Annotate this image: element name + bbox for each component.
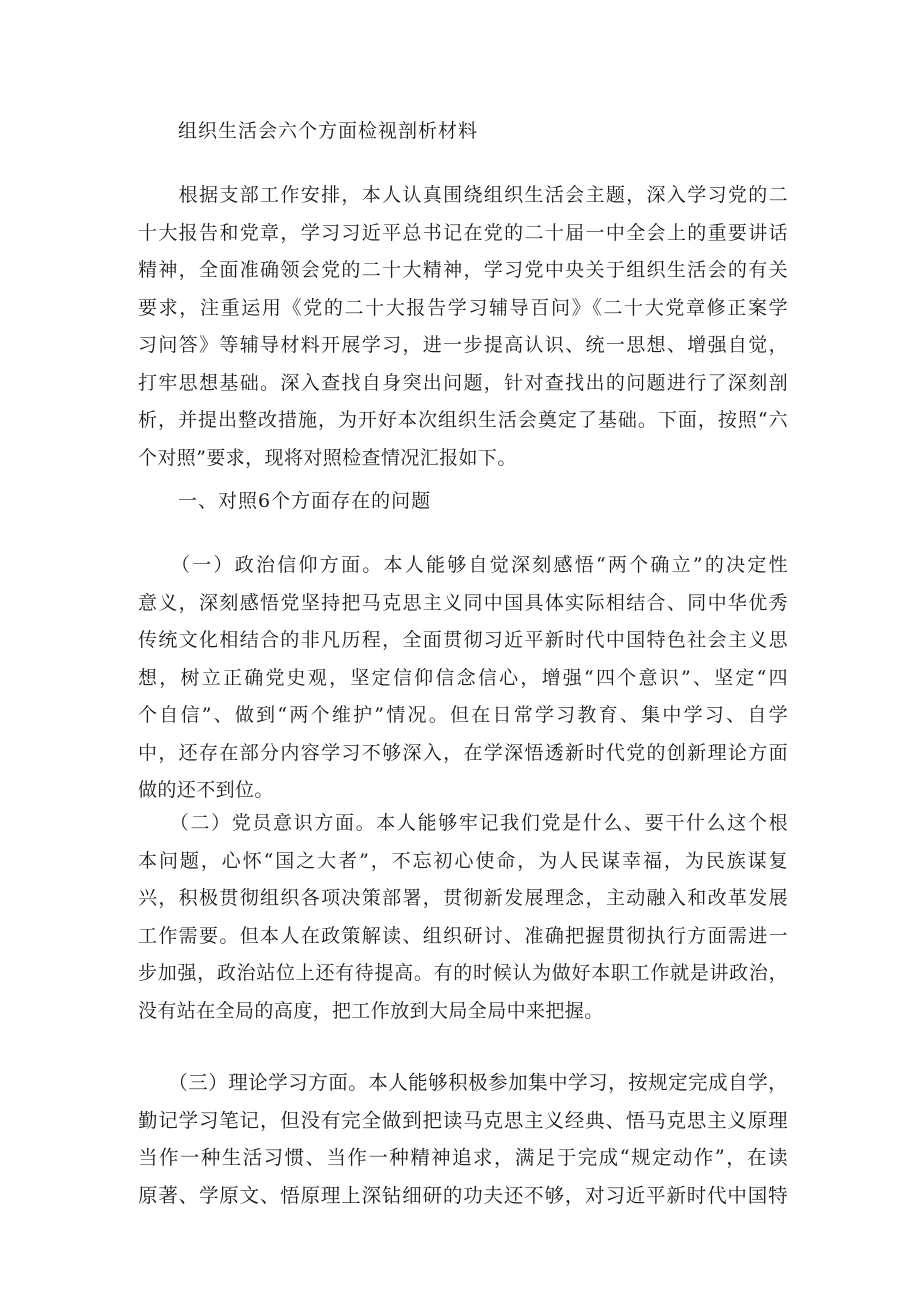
paragraph-line: 勤记学习笔记，但没有完全做到把读马克思主义经典、悟马克思主义原理 bbox=[138, 1108, 788, 1132]
paragraph-line: 析，并提出整改措施，为开好本次组织生活会奠定了基础。下面，按照“六 bbox=[138, 409, 788, 431]
paragraph-line: 根据支部工作安排，本人认真围绕组织生活会主题，深入学习党的二 bbox=[138, 184, 788, 206]
paragraph-line: 中，还存在部分内容学习不够深入，在学深悟透新时代党的创新理论方面 bbox=[138, 741, 788, 764]
paragraph-line: 本问题，心怀“国之大者”，不忘初心使命，为人民谋幸福，为民族谋复 bbox=[138, 849, 788, 872]
paragraph-line: 习问答》等辅导材料开展学习，进一步提高认识、统一思想、增强自觉， bbox=[138, 334, 788, 356]
paragraph-line: 原著、学原文、悟原理上深钻细研的功夫还不够，对习近平新时代中国特 bbox=[138, 1183, 788, 1207]
paragraph-line: 步加强，政治站位上还有待提高。有的时候认为做好本职工作就是讲政治， bbox=[138, 962, 788, 984]
paragraph-line: 要求，注重运用《党的二十大报告学习辅导百问》《二十大党章修正案学 bbox=[138, 296, 788, 319]
paragraph-line: （二）党员意识方面。本人能够牢记我们党是什么、要干什么这个根 bbox=[138, 812, 788, 834]
paragraph-line: 当作一种生活习惯、当作一种精神追求，满足于完成“规定动作”，在读 bbox=[138, 1146, 788, 1169]
paragraph-line: 打牢思想基础。深入查找自身突出问题，针对查找出的问题进行了深刻剖 bbox=[138, 371, 788, 394]
paragraph-line: （三）理论学习方面。本人能够积极参加集中学习，按规定完成自学， bbox=[138, 1071, 788, 1094]
paragraph-line: 十大报告和党章，学习习近平总书记在党的二十届一中全会上的重要讲话 bbox=[138, 221, 788, 244]
document-title: 组织生活会六个方面检视剖析材料 bbox=[178, 120, 479, 142]
paragraph-line: 兴，积极贯彻组织各项决策部署，贯彻新发展理念，主动融入和改革发展 bbox=[138, 887, 788, 909]
political-belief-paragraph bbox=[138, 547, 788, 810]
section-heading: 一、对照6个方面存在的问题 bbox=[178, 490, 432, 512]
paragraph-line: 意义，深刻感悟党坚持把马克思主义同中国具体实际相结合、同中华优秀 bbox=[138, 591, 788, 614]
paragraph-line: 做的还不到位。 bbox=[138, 779, 274, 801]
paragraph-line: 精神，全面准确领会党的二十大精神，学习党中央关于组织生活会的有关 bbox=[138, 259, 788, 281]
paragraph-line: 传统文化相结合的非凡历程，全面贯彻习近平新时代中国特色社会主义思 bbox=[138, 629, 788, 651]
party-awareness-paragraph bbox=[138, 805, 788, 1030]
paragraph-line: 工作需要。但本人在政策解读、组织研讨、准确把握贯彻执行方面需进一 bbox=[138, 924, 788, 947]
paragraph-line: （一）政治信仰方面。本人能够自觉深刻感悟“两个确立”的决定性 bbox=[138, 554, 788, 576]
paragraph-line: 想，树立正确党史观，坚定信仰信念信心，增强“四个意识”、坚定“四 bbox=[138, 666, 788, 689]
paragraph-line: 没有站在全局的高度，把工作放到大局全局中来把握。 bbox=[138, 999, 604, 1022]
theory-study-paragraph bbox=[138, 1064, 788, 1214]
paragraph-line: 个自信”、做到“两个维护”情况。但在日常学习教育、集中学习、自学 bbox=[138, 704, 788, 726]
paragraph-line: 个对照”要求，现将对照检查情况汇报如下。 bbox=[138, 446, 517, 469]
intro-paragraph bbox=[138, 177, 788, 477]
